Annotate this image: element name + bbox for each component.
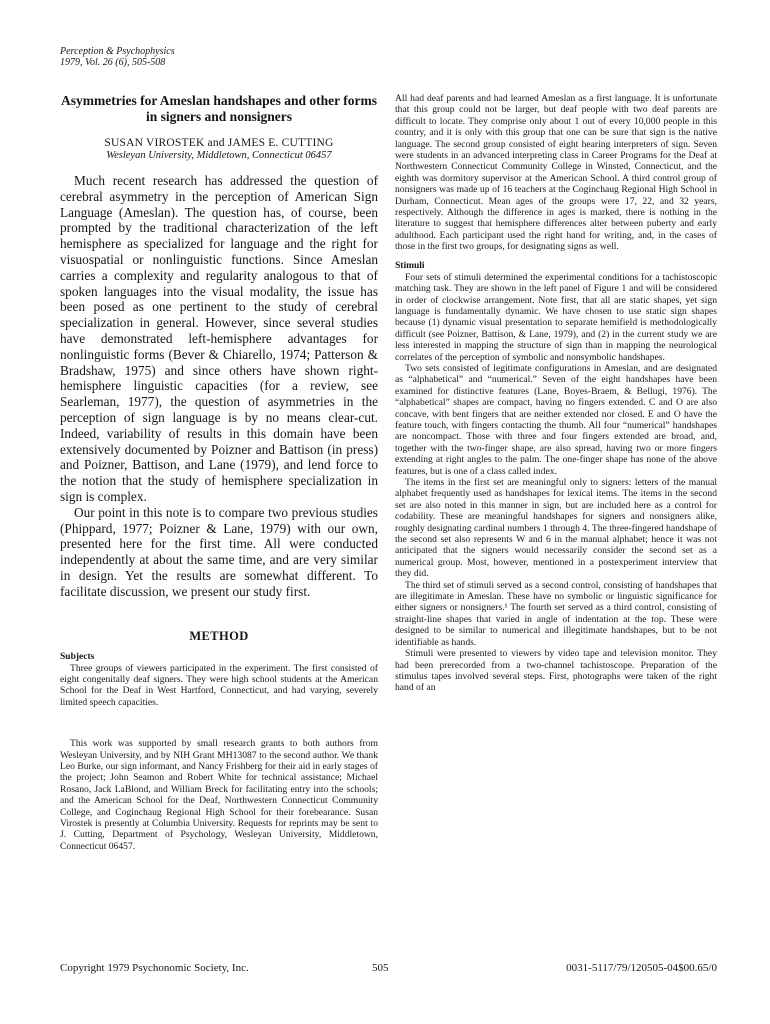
subjects-continued-paragraph: All had deaf parents and had learned Ameslan as a first language. It is unfortunate that this group could not be larger, but deaf people with two deaf parents are difficult to locate. They comprise only about 1 out of every 10,000 people in this country, and it is only with this group that one can be sure that sign is the native language. The second group consisted of eight hearing interpreters of sign. Seven were students in an advanced interpreting class in Career Programs for the Deaf at Northwestern Connecticut Community College in Winsted, Connecticut, and the eighth was dormitory supervisor at the American School. A third control group of nonsigners was made up of 16 teachers at the Coginchaug Regional High School in Durham, Connecticut. Mean ages of the groups were 17, 22, and 32 years, respectively. Although the difference in ages is marked, there is nothing in the literature to suggest that hemisphere differences alter between puberty and early adulthood. Each participant used the right hand for writing, and, in the cases of those in the first two groups, for designating signs as well. — [395, 93, 717, 253]
acknowledgment-footnote: This work was supported by small research grants to both authors from Wesleyan University, and by NIH Grant MH13087 to the second author. We thank Leo Burke, our sign informant, and Nancy Frishberg for their aid in early stages of the project; John Seamon and Robert White for technical assistance; Michael Rosano, Jack LaBlond, and William Breck for facilitating entry into the schools; and the American School for the Deaf, Northwestern Connecticut Community College, and Coginchaug Regional High School for their forebearance. Susan Virostek is presently at Columbia University. Requests for reprints may be sent to J. Cutting, Department of Psychology, Wesleyan University, Middletown, Connecticut 06457. — [60, 738, 378, 852]
method-heading: METHOD — [189, 628, 249, 643]
right-column — [395, 93, 717, 694]
stimuli-heading: Stimuli — [395, 260, 425, 271]
stimuli-paragraph: Four sets of stimuli determined the experimental conditions for a tachistoscopic matching task. They are shown in the left panel of Figure 1 and will be considered in order of clockwise arrangement. Note first, that all are static shapes, yet sign language is fundamentally dynamic. We have chosen to use static sign shapes because (1) dynamic visual presentation to separate hemifield is methodologically difficult (see Poizner, Battison, & Lane, 1979), and (2) in the current study we are less interested in mapping the structure of sign than in mapping the neurological correlates of the perception of symbolic and nonsymbolic handshapes. — [395, 271, 717, 363]
subjects-heading: Subjects — [60, 651, 95, 662]
subjects-paragraph: Three groups of viewers participated in the experiment. The first consisted of eight congenitally deaf signers. They were high school students at the American School for the Deaf in West Hartford, Connecticut, and had varying, severely limited speech capacities. — [60, 662, 378, 708]
page-footer — [60, 962, 717, 976]
stimuli-paragraph: Stimuli were presented to viewers by video tape and television monitor. They had been prerecorded from a two-channel tachistoscope. Preparation of the stimulus tapes involved several steps. First, photographs were taken of the right hand of an — [395, 648, 717, 694]
abstract-paragraph: Our point in this note is to compare two previous studies (Phippard, 1977; Poizner & Lane, 1979) with our own, presented here for the first time. All were conducted independently at about the same time, and are very similar in design. Yet the results are somewhat different. To facilitate discussion, we present our study first. — [60, 504, 378, 599]
stimuli-paragraph: The third set of stimuli served as a second control, consisting of handshapes that are illegitimate in Ameslan. These have no symbolic or linguistic significance for either signers or nonsigners.¹ The fourth set served as a third control, consisting of straight-line shapes that varied in angle of indentation at the top. These were designed to be similar to numerical and illegitimate handshapes, but to be not identifiable as hands. — [395, 579, 717, 648]
article-authors: SUSAN VIROSTEK and JAMES E. CUTTING — [104, 137, 334, 149]
journal-name: Perception & Psychophysics — [60, 46, 175, 57]
abstract-paragraph: Much recent research has addressed the question of cerebral asymmetry in the perception of American Sign Language (Ameslan). The question has, of course, been prompted by the traditional characterization of the left hemisphere as specialized for language and the right for visuospatial or nonlinguistic functions. Since Ameslan carries a complexity and regularity analogous to that of spoken languages into the visual modality, the issue has been posed as one pertinent to the study of cerebral specialization in general. However, since several studies have demonstrated left-hemisphere advantages for nonlinguistic forms (Bever & Chiarello, 1974; Patterson & Bradshaw, 1975) and since others have shown right-hemisphere linguistic capacities (for a review, see Searleman, 1977), the question of asymmetries in the perception of sign language is by no means clear-cut. Indeed, variability of results in this domain have been extensively documented by Poizner and Battison (in press) and Poizner, Battison, and Lane (1979), and lend force to the notion that the study of hemisphere specialization in sign is complex. — [60, 173, 378, 504]
journal-header — [60, 46, 300, 68]
publication-code: 0031-5117/79/120505-04$00.65/0 — [566, 962, 717, 974]
left-column — [60, 93, 378, 852]
copyright-notice: Copyright 1979 Psychonomic Society, Inc. — [60, 962, 249, 974]
stimuli-paragraph: The items in the first set are meaningful only to signers: letters of the manual alphabet frequently used as handshapes for lexical items. The items in the second set are also noted in this manner in sign, but are included here as a control for codability. These are meaningful handshapes for signers and nonsigners alike, roughly designating cardinal numbers 1 through 4. The three-fingered handshape of the second set also represents W and 6 in the manual alphabet; hence it was not anticipated that the signers would necessarily consider the second set as a numerical group. Most, however, mentioned in a postexperiment interview that they did. — [395, 477, 717, 580]
journal-citation: 1979, Vol. 26 (6), 505-508 — [60, 57, 166, 68]
stimuli-paragraph: Two sets consisted of legitimate configurations in Ameslan, and are designated as “alphabetical” and “numerical.” Seven of the eight handshapes have been examined for distinctive features (Lane, Boyes-Braem, & Bellugi, 1976). The “alphabetical” shapes are compact, having no fingers extended. C and O are also concave, with bent fingers that are neither extended nor closed. E and O have the feature touch, with fingers contacting the thumb. All four “numerical” handshapes are noncompact. Those with three and four fingers extended are broad, and, together with the two-finger shape, are also spread, having two or more fingers extending at right angles to the palm. The one-finger shape has none of the above features, but is one of a class called index. — [395, 362, 717, 477]
page-number: 505 — [372, 962, 389, 974]
article-affiliation: Wesleyan University, Middletown, Connecticut 06457 — [106, 150, 332, 161]
article-title: Asymmetries for Ameslan handshapes and other forms in signers and nonsigners — [60, 93, 377, 124]
